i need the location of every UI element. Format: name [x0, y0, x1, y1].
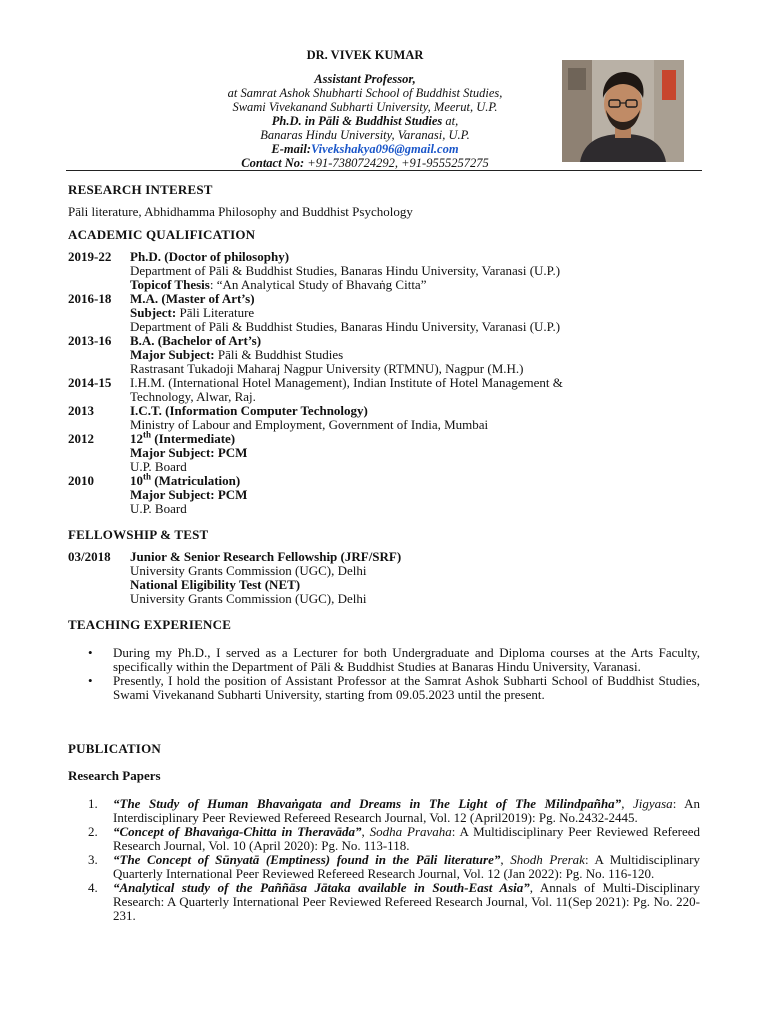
fellowship-year: 03/2018 — [68, 549, 111, 564]
teaching-list — [88, 646, 700, 702]
degree: M.A. (Master of Art’s) — [130, 291, 255, 306]
email-link[interactable]: Vivekshakya096@gmail.com — [311, 142, 459, 156]
bullet-icon: • — [88, 645, 93, 660]
phd-suffix: at, — [442, 114, 459, 128]
academic-year: 2013 — [68, 403, 94, 418]
subject-line: Major Subject: PCM — [130, 445, 248, 460]
academic-year: 2016-18 — [68, 291, 112, 306]
email-line — [180, 142, 550, 156]
degree: I.C.T. (Information Computer Technology) — [130, 403, 368, 418]
paper-title: “The Study of Human Bhavaṅgata and Dreams in The Light of The Milindpañha” — [113, 796, 622, 811]
fellowship-org: University Grants Commission (UGC), Delhi — [130, 563, 367, 578]
phd: Ph.D. in Pāli & Buddhist Studies — [271, 114, 443, 128]
fellowship-heading: FELLOWSHIP & TEST — [68, 527, 209, 542]
academic-year: 2013-16 — [68, 333, 112, 348]
research-interest-heading: RESEARCH INTEREST — [68, 182, 213, 197]
profile-photo — [562, 60, 684, 162]
journal-name: Shodh Prerak — [510, 852, 585, 867]
contact-line — [180, 156, 550, 170]
subject-label: Subject: — [130, 305, 177, 320]
board: U.P. Board — [130, 501, 187, 516]
journal-name: Sodha Pravaha — [369, 824, 452, 839]
net-title: National Eligibility Test (NET) — [130, 577, 301, 592]
publication-heading: PUBLICATION — [68, 741, 161, 756]
publication-item: 4. “Analytical study of the Paññāsa Jātaka available in South-East Asia”, Annals of Multi-Disciplinary Research: A Quarterly International Peer Reviewed Refereed Research Journal, Vol. 11(Sep 2021): Pg. No. 220-231. — [88, 880, 700, 923]
publication-number: 2. — [88, 824, 98, 839]
paper-title: “The Concept of Sūnyatā (Emptiness) found in the Pāli literature” — [113, 852, 501, 867]
subject-line — [130, 348, 704, 362]
subject: Pāli Literature — [176, 305, 255, 320]
contact-label: Contact No: — [241, 156, 305, 170]
publication-item: 3. “The Concept of Sūnyatā (Emptiness) found in the Pāli literature”, Shodh Prerak: A Multidisciplinary Quarterly International Peer Reviewed Refereed Research Journal, Vol. 12 (Jan 2022): Pg. No. 116-120. — [88, 852, 701, 881]
position: Assistant Professor, — [314, 72, 416, 86]
research-papers-subheading: Research Papers — [68, 768, 161, 783]
teaching-heading: TEACHING EXPERIENCE — [68, 617, 232, 632]
publication-number: 1. — [88, 796, 98, 811]
publication-item: 2. “Concept of Bhavaṅga-Chitta in Theravāda”, Sodha Pravaha: A Multidisciplinary Peer Reviewed Refereed Research Journal, Vol. 10 (April 2020): Pg. No. 113-118. — [88, 824, 701, 853]
subject: Pāli & Buddhist Studies — [214, 347, 344, 362]
degree: 12th (Intermediate) — [130, 429, 236, 446]
profile-photo-image — [562, 60, 684, 162]
bullet-icon: • — [88, 673, 93, 688]
thesis-title: : “An Analytical Study of Bhavaṅg Citta” — [209, 277, 427, 292]
degree: I.H.M. (International Hotel Management), Indian Institute of Hotel Management & — [130, 375, 563, 390]
board: U.P. Board — [130, 459, 187, 474]
subject-line — [130, 306, 704, 320]
degree: 10th (Matriculation) — [130, 471, 241, 488]
school: at Samrat Ashok Shubharti School of Buddhist Studies, — [227, 86, 503, 100]
teaching-item: • Presently, I hold the position of Assistant Professor at the Samrat Ashok Subharti School of Buddhist Studies, Swami Vivekanand Subharti University, starting from 09.05.2023 until the present. — [88, 673, 700, 702]
institution: Ministry of Labour and Employment, Government of India, Mumbai — [130, 417, 489, 432]
academic-year: 2019-22 — [68, 249, 112, 264]
publication-item: 1. “The Study of Human Bhavaṅgata and Dreams in The Light of The Milindpañha”, Jigyasa: An Interdisciplinary Peer Reviewed Refereed Research Journal, Vol. 12 (April2019): Pg. No.2432-2445. — [88, 796, 700, 825]
academic-year: 2012 — [68, 431, 94, 446]
email-label: E-mail: — [271, 142, 312, 156]
subject-line: Major Subject: PCM — [130, 487, 248, 502]
publication-number: 3. — [88, 852, 98, 867]
institution: Rastrasant Tukadoji Maharaj Nagpur University (RTMNU), Nagpur (M.H.) — [130, 361, 524, 376]
cv-name: DR. VIVEK KUMAR — [306, 48, 424, 62]
cv-header — [180, 48, 550, 170]
net-org: University Grants Commission (UGC), Delhi — [130, 591, 367, 606]
phd-line — [180, 114, 550, 128]
publication-list — [88, 797, 700, 923]
fellowship-title: Junior & Senior Research Fellowship (JRF/SRF) — [130, 549, 402, 564]
contact-numbers: +91-7380724292, +91-9555257275 — [304, 156, 489, 170]
academic-year: 2010 — [68, 473, 94, 488]
university: Swami Vivekanand Subharti University, Meerut, U.P. — [232, 100, 498, 114]
institution: Department of Pāli & Buddhist Studies, Banaras Hindu University, Varanasi (U.P.) — [130, 263, 561, 278]
subject-label: Major Subject: — [130, 347, 215, 362]
publication-number: 4. — [88, 880, 98, 895]
academic-year: 2014-15 — [68, 375, 112, 390]
academic-heading: ACADEMIC QUALIFICATION — [68, 227, 256, 242]
paper-title: “Analytical study of the Paññāsa Jātaka available in South-East Asia” — [113, 880, 530, 895]
teaching-item: • During my Ph.D., I served as a Lecturer for both Undergraduate and Diploma courses at the Arts Faculty, specifically within the Department of Pāli & Buddhist Studies at Banaras Hindu University, Varanasi. — [88, 645, 700, 674]
degree: B.A. (Bachelor of Art’s) — [130, 333, 262, 348]
institution: Technology, Alwar, Raj. — [130, 389, 256, 404]
phd-university: Banaras Hindu University, Varanasi, U.P. — [260, 128, 470, 142]
institution: Department of Pāli & Buddhist Studies, Banaras Hindu University, Varanasi (U.P.) — [130, 319, 561, 334]
paper-title: “Concept of Bhavaṅga-Chitta in Theravāda” — [113, 824, 362, 839]
journal-name: Jigyasa — [632, 796, 673, 811]
degree: Ph.D. (Doctor of philosophy) — [130, 249, 290, 264]
thesis-label: Topicof Thesis — [130, 277, 210, 292]
research-interest-text: Pāli literature, Abhidhamma Philosophy and Buddhist Psychology — [68, 204, 413, 219]
thesis-line — [130, 278, 704, 292]
header-divider — [66, 170, 702, 171]
